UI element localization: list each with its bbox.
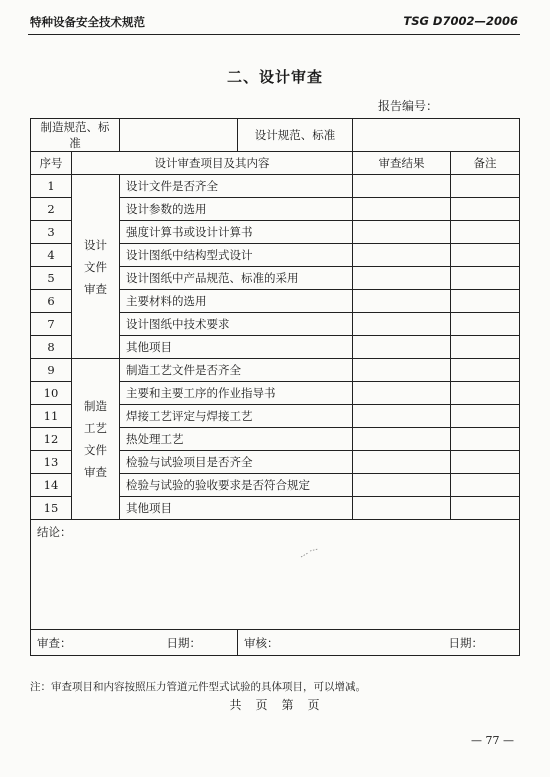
conclusion-row xyxy=(31,520,520,630)
column-header-row xyxy=(31,152,520,175)
remark-field[interactable] xyxy=(451,405,520,428)
row-number: 15 xyxy=(31,497,72,520)
result-field[interactable] xyxy=(353,267,451,290)
row-number: 5 xyxy=(31,267,72,290)
result-field[interactable] xyxy=(353,497,451,520)
remark-field[interactable] xyxy=(451,451,520,474)
col-header-result: 审查结果 xyxy=(353,152,451,175)
result-field[interactable] xyxy=(353,290,451,313)
remark-field[interactable] xyxy=(451,428,520,451)
conclusion-field[interactable] xyxy=(31,520,520,630)
table-row xyxy=(31,175,520,198)
row-number: 12 xyxy=(31,428,72,451)
manufacture-standard-label: 制造规范、标准 xyxy=(31,119,120,152)
row-number: 2 xyxy=(31,198,72,221)
result-field[interactable] xyxy=(353,336,451,359)
remark-field[interactable] xyxy=(451,244,520,267)
manufacture-standard-field[interactable] xyxy=(120,119,238,152)
row-number: 4 xyxy=(31,244,72,267)
group-label-line: 审查 xyxy=(84,281,107,296)
remark-field[interactable] xyxy=(451,290,520,313)
remark-field[interactable] xyxy=(451,175,520,198)
remark-field[interactable] xyxy=(451,336,520,359)
design-standard-field[interactable] xyxy=(353,119,520,152)
group-label-line: 制造 xyxy=(84,399,107,413)
result-field[interactable] xyxy=(353,474,451,497)
remark-field[interactable] xyxy=(451,497,520,520)
remark-field[interactable] xyxy=(451,474,520,497)
review-item: 其他项目 xyxy=(120,497,353,520)
result-field[interactable] xyxy=(353,313,451,336)
review-item: 其他项目 xyxy=(120,336,353,359)
report-number-label: 报告编号： xyxy=(378,99,439,113)
review-item: 主要材料的选用 xyxy=(120,290,353,313)
group-label xyxy=(72,175,120,359)
review-item: 制造工艺文件是否齐全 xyxy=(120,359,353,382)
result-field[interactable] xyxy=(353,405,451,428)
running-header-right: TSG D7002—2006 xyxy=(403,14,518,28)
row-number: 14 xyxy=(31,474,72,497)
row-number: 11 xyxy=(31,405,72,428)
review-item: 设计文件是否齐全 xyxy=(120,175,353,198)
row-number: 3 xyxy=(31,221,72,244)
review-item: 热处理工艺 xyxy=(120,428,353,451)
approver-label: 审核： xyxy=(244,635,279,650)
remark-field[interactable] xyxy=(451,313,520,336)
review-item: 主要和主要工序的作业指导书 xyxy=(120,382,353,405)
design-review-form xyxy=(30,118,520,656)
remark-field[interactable] xyxy=(451,198,520,221)
footnote: 注：审查项目和内容按照压力管道元件型式试验的具体项目，可以增减。 xyxy=(30,681,366,693)
review-item: 检验与试验项目是否齐全 xyxy=(120,451,353,474)
col-header-items: 设计审查项目及其内容 xyxy=(72,152,353,175)
stray-pen-mark xyxy=(300,548,320,558)
group-label-line: 文件 xyxy=(84,259,107,274)
standards-row xyxy=(31,119,520,152)
reviewer-label: 审查： xyxy=(37,635,72,650)
group-label-line: 设计 xyxy=(84,237,107,252)
approve-date-label: 日期： xyxy=(448,635,483,650)
conclusion-label: 结论： xyxy=(37,525,72,539)
review-item: 检验与试验的验收要求是否符合规定 xyxy=(120,474,353,497)
result-field[interactable] xyxy=(353,221,451,244)
review-item: 设计图纸中结构型式设计 xyxy=(120,244,353,267)
review-item: 设计参数的选用 xyxy=(120,198,353,221)
signature-row xyxy=(31,630,520,656)
review-item: 设计图纸中产品规范、标准的采用 xyxy=(120,267,353,290)
row-number: 6 xyxy=(31,290,72,313)
result-field[interactable] xyxy=(353,428,451,451)
page-number: — 77 — xyxy=(471,734,514,747)
table-row xyxy=(31,359,520,382)
row-number: 1 xyxy=(31,175,72,198)
group-label-line: 审查 xyxy=(84,465,107,479)
result-field[interactable] xyxy=(353,382,451,405)
header-rule xyxy=(28,34,520,35)
signature-cell[interactable] xyxy=(31,630,238,656)
result-field[interactable] xyxy=(353,451,451,474)
result-field[interactable] xyxy=(353,244,451,267)
row-number: 7 xyxy=(31,313,72,336)
row-number: 8 xyxy=(31,336,72,359)
remark-field[interactable] xyxy=(451,382,520,405)
remark-field[interactable] xyxy=(451,359,520,382)
remark-field[interactable] xyxy=(451,267,520,290)
review-date-label: 日期： xyxy=(166,635,201,650)
review-item: 设计图纸中技术要求 xyxy=(120,313,353,336)
col-header-remark: 备注 xyxy=(451,152,520,175)
group-label xyxy=(72,359,120,520)
row-number: 10 xyxy=(31,382,72,405)
review-item: 焊接工艺评定与焊接工艺 xyxy=(120,405,353,428)
row-number: 13 xyxy=(31,451,72,474)
group-label-line: 工艺 xyxy=(84,421,107,435)
row-number: 9 xyxy=(31,359,72,382)
col-header-no: 序号 xyxy=(31,152,72,175)
group-label-line: 文件 xyxy=(84,443,107,457)
running-header-left: 特种设备安全技术规范 xyxy=(30,15,145,29)
signature-cell[interactable] xyxy=(238,630,520,656)
page-count-line: 共 页 第 页 xyxy=(229,698,321,712)
remark-field[interactable] xyxy=(451,221,520,244)
result-field[interactable] xyxy=(353,175,451,198)
review-item: 强度计算书或设计计算书 xyxy=(120,221,353,244)
page-title: 二、设计审查 xyxy=(226,68,323,86)
design-standard-label: 设计规范、标准 xyxy=(238,119,353,152)
result-field[interactable] xyxy=(353,359,451,382)
result-field[interactable] xyxy=(353,198,451,221)
